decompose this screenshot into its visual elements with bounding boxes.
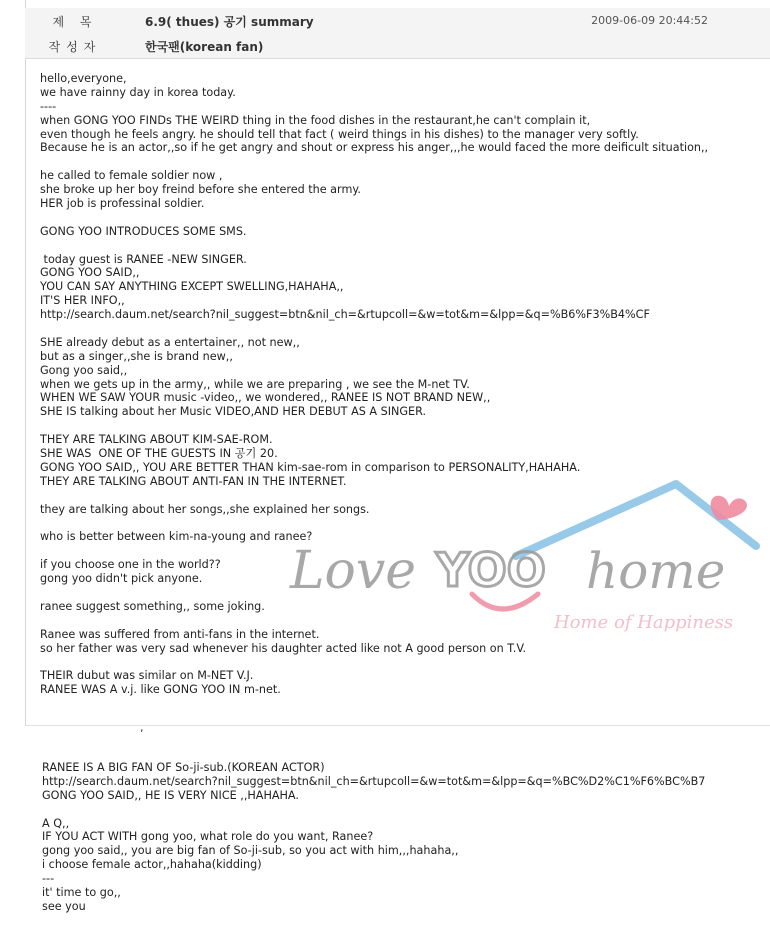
body-line bbox=[40, 322, 760, 336]
body-line bbox=[42, 803, 762, 817]
body-line: when we gets up in the army,, while we are preparing , we see the M-net TV. bbox=[40, 377, 470, 391]
body-line bbox=[40, 211, 760, 225]
body-line: --- bbox=[42, 872, 55, 886]
watermark-love: Love bbox=[290, 541, 416, 601]
body-line bbox=[40, 155, 760, 169]
stray-mark: , bbox=[140, 721, 144, 734]
love-yoo-home-watermark bbox=[286, 476, 770, 646]
subject-row bbox=[25, 8, 770, 34]
body-line: GONG YOO SAID,, YOU ARE BETTER THAN kim-sae-rom in comparison to PERSONALITY,HAHAHA. bbox=[40, 460, 581, 474]
body-line: see you bbox=[42, 899, 86, 913]
body-line bbox=[40, 239, 760, 253]
post-author: 한국팬(korean fan) bbox=[145, 40, 264, 54]
body-line: GONG YOO INTRODUCES SOME SMS. bbox=[40, 224, 247, 238]
body-line: hello,everyone, bbox=[40, 72, 127, 85]
body-line: RANEE WAS A v.j. like GONG YOO IN m-net. bbox=[40, 683, 281, 697]
body-line: THEY ARE TALKING ABOUT KIM-SAE-ROM. bbox=[40, 433, 273, 447]
watermark-tagline: Home of Happiness bbox=[554, 612, 734, 633]
body-line: they are talking about her songs,,she explained her songs. bbox=[40, 502, 370, 516]
body-line: THEIR dubut was similar on M-NET V.J. bbox=[40, 669, 254, 683]
body-line: GONG YOO SAID,, HE IS VERY NICE ,,HAHAHA. bbox=[42, 788, 299, 802]
body-line: SHE WAS ONE OF THE GUESTS IN 공기 20. bbox=[40, 447, 278, 461]
author-row bbox=[25, 33, 770, 59]
body-line: YOU CAN SAY ANYTHING EXCEPT SWELLING,HAHAHA,, bbox=[40, 280, 344, 294]
body-line: i choose female actor,,hahaha(kidding) bbox=[42, 858, 262, 872]
body-line: Gong yoo said,, bbox=[40, 363, 128, 377]
body-line: Because he is an actor,,so if he get angry and shout or express his anger,,,he would faced the more deificult situation,, bbox=[40, 141, 709, 155]
body-line: IT'S HER INFO,, bbox=[40, 294, 125, 308]
body-line: so her father was very sad whenever his daughter acted like not A good person on T.V. bbox=[40, 641, 527, 655]
body-line: GONG YOO SAID,, bbox=[40, 266, 140, 280]
body-line: RANEE IS A BIG FAN OF So-ji-sub.(KOREAN ACTOR) bbox=[42, 761, 325, 774]
body-line: he called to female soldier now , bbox=[40, 169, 223, 183]
post-subject: 6.9( thues) 공기 summary bbox=[145, 15, 314, 29]
body-line: gong yoo didn't pick anyone. bbox=[40, 572, 203, 586]
body-line: SHE already debut as a entertainer,, not new,, bbox=[40, 335, 300, 349]
body-line: THEY ARE TALKING ABOUT ANTI-FAN IN THE INTERNET. bbox=[40, 474, 347, 488]
post-body-continued bbox=[42, 761, 762, 914]
body-line: but as a singer,,she is brand new,, bbox=[40, 349, 233, 363]
body-line: gong yoo said,, you are big fan of So-ji-sub, so you act with him,,,hahaha,, bbox=[42, 844, 459, 858]
body-line: ---- bbox=[40, 99, 57, 113]
body-line: SHE IS talking about her Music VIDEO,AND HER DEBUT AS A SINGER. bbox=[40, 405, 427, 419]
body-line: Ranee was suffered from anti-fans in the internet. bbox=[40, 627, 320, 641]
body-line: she broke up her boy freind before she entered the army. bbox=[40, 183, 361, 197]
body-line: when GONG YOO FINDs THE WEIRD thing in the food dishes in the restaurant,he can't complain it, bbox=[40, 113, 591, 127]
body-line: who is better between kim-na-young and ranee? bbox=[40, 530, 313, 544]
body-line bbox=[40, 655, 760, 669]
body-line: IF YOU ACT WITH gong yoo, what role do you want, Ranee? bbox=[42, 830, 374, 844]
body-line: ranee suggest something,, some joking. bbox=[40, 599, 265, 613]
body-line: today guest is RANEE -NEW SINGER. bbox=[40, 252, 247, 266]
body-line: A Q,, bbox=[42, 816, 70, 830]
author-label: 작성자 bbox=[48, 40, 102, 54]
body-line: http://search.daum.net/search?nil_suggest=btn&nil_ch=&rtupcoll=&w=tot&m=&lpp=&q=%BC%D2%C1%F6%BC%B7 bbox=[42, 774, 706, 788]
watermark-yoo: YOO bbox=[436, 543, 546, 597]
body-line: it' time to go,, bbox=[42, 886, 121, 900]
body-line: we have rainny day in korea today. bbox=[40, 85, 236, 99]
post-datetime: 2009-06-09 20:44:52 bbox=[591, 14, 708, 27]
watermark-home: home bbox=[586, 542, 726, 600]
body-line: if you choose one in the world?? bbox=[40, 558, 221, 572]
body-line: HER job is professinal soldier. bbox=[40, 197, 205, 211]
body-line bbox=[40, 419, 760, 433]
heart-icon bbox=[711, 496, 747, 520]
body-line: http://search.daum.net/search?nil_suggest=btn&nil_ch=&rtupcoll=&w=tot&m=&lpp=&q=%B6%F3%B4%CF bbox=[40, 308, 650, 322]
body-line: WHEN WE SAW YOUR music -video,, we wondered,, RANEE IS NOT BRAND NEW,, bbox=[40, 391, 491, 405]
subject-label: 제 목 bbox=[52, 15, 98, 29]
body-line: even though he feels angry. he should tell that fact ( weird things in his dishes) to the manager very softly. bbox=[40, 127, 639, 141]
